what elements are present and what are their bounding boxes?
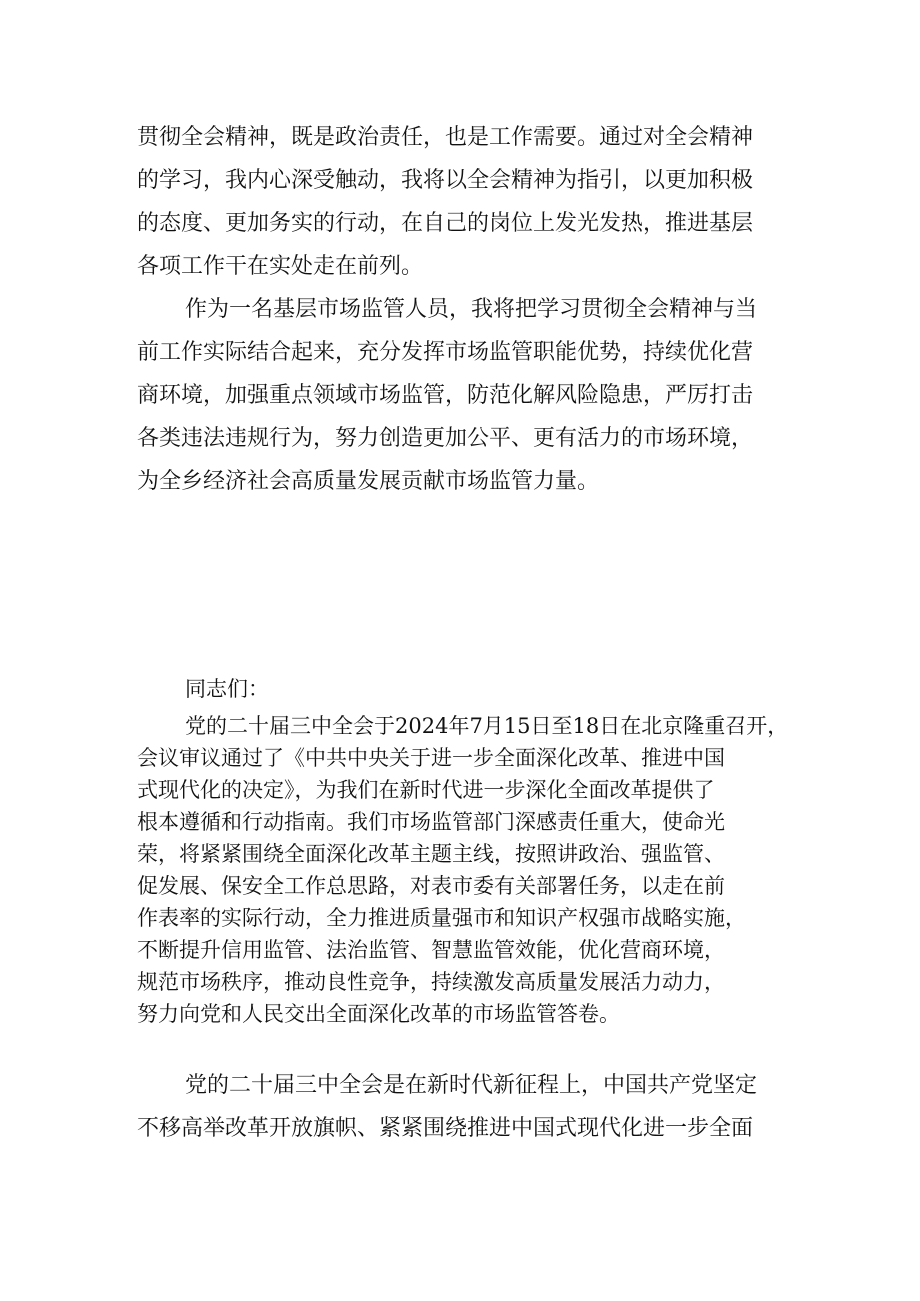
paragraph-line: 规范市场秩序，推动良性竞争，持续激发高质量发展活力动力， — [137, 970, 725, 994]
paragraph-line: 作为一名基层市场监管人员，我将把学习贯彻全会精神与当 — [185, 297, 758, 322]
paragraph-line: 不断提升信用监管、法治监管、智慧监管效能，优化营商环境， — [137, 938, 725, 962]
paragraph-line: 式现代化的决定》，为我们在新时代进一步深化全面改革提供了 — [137, 778, 715, 802]
paragraph-line: 努力向党和人民交出全面深化改革的市场监管答卷。 — [137, 1002, 620, 1026]
paragraph-line: 贯彻全会精神，既是政治责任，也是工作需要。通过对全会精神 — [137, 125, 754, 150]
paragraph-line: 为全乡经济社会高质量发展贡献市场监管力量。 — [137, 469, 600, 494]
paragraph-line: 根本遵循和行动指南。我们市场监管部门深感责任重大，使命光 — [137, 810, 725, 834]
paragraph-line: 党的二十届三中全会于2024年7月15日至18日在北京隆重召开， — [185, 714, 789, 738]
paragraph-line: 的学习，我内心深受触动，我将以全会精神为指引，以更加积极 — [137, 168, 754, 193]
paragraph-line: 前工作实际结合起来，充分发挥市场监管职能优势，持续优化营 — [137, 340, 754, 365]
paragraph-line: 党的二十届三中全会是在新时代新征程上，中国共产党坚定 — [185, 1073, 758, 1098]
paragraph-line: 各类违法违规行为，努力创造更加公平、更有活力的市场环境， — [137, 426, 754, 451]
paragraph-line: 的态度、更加务实的行动，在自己的岗位上发光发热，推进基层 — [137, 211, 754, 236]
paragraph-line: 会议审议通过了《中共中央关于进一步全面深化改革、推进中国 — [137, 746, 725, 770]
paragraph-line: 作表率的实际行动，全力推进质量强市和知识产权强市战略实施， — [137, 906, 746, 930]
paragraph-line: 荣，将紧紧围绕全面深化改革主题主线，按照讲政治、强监管、 — [137, 842, 725, 866]
salutation: 同志们： — [185, 677, 269, 701]
paragraph-line: 促发展、保安全工作总思路，对表市委有关部署任务，以走在前 — [137, 874, 725, 898]
paragraph-line: 商环境，加强重点领域市场监管，防范化解风险隐患，严厉打击 — [137, 383, 754, 408]
paragraph-line: 各项工作干在实处走在前列。 — [137, 254, 424, 279]
paragraph-line: 不移高举改革开放旗帜、紧紧围绕推进中国式现代化进一步全面 — [137, 1116, 754, 1141]
